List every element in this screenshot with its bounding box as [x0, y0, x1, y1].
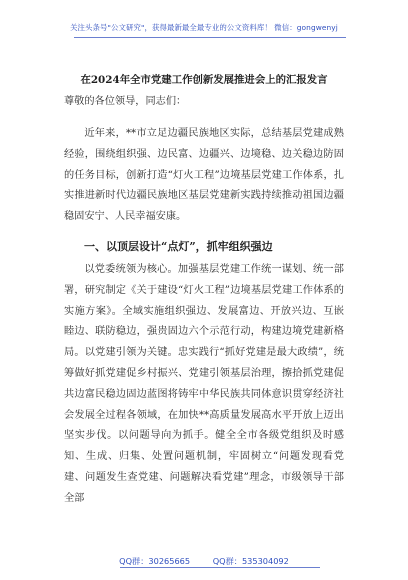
document-title: 在2024年全市党建工作创新发展推进会上的汇报发言: [80, 74, 328, 86]
footer-divider: [120, 567, 320, 568]
paragraph-intro: 近年来，**市立足边疆民族地区实际，总结基层党建成熟经验，围绕组织强、边民富、边疆兴、边境稳、边关稳边防固的任务目标，创新打造“灯火工程”边境基层党建工作体系，扎实推进新时代边疆民族地区基层党建新实践持续推动祖国边疆稳固安宁、人民幸福安康。: [64, 128, 344, 223]
header-divider: [74, 37, 346, 38]
salutation: 尊敬的各位领导，同志们：: [64, 96, 187, 107]
footer-qq-left: QQ群：30265665: [119, 556, 191, 566]
header-banner: 关注头条号"公文研究"，获得最新最全最专业的公文资料库！ 微信：gongwenyj: [70, 23, 338, 32]
footer-qq-right: QQ群：535304092: [212, 556, 289, 566]
paragraph-body: 以党委统领为核心。加强基层党建工作统一谋划、统一部署，研究制定《关于建设“灯火工程”边境基层党建工作体系的实施方案》。全域实施组织强边、发展富边、开放兴边、互嵌睦边、联防稳边，强贵固边六个示范行动，构建边境党建新格局。以党建引领为关键。忠实践行“抓好党建是最大政绩”，统筹做好抓党建促乡村振兴、党建引领基层治理，擦拾抓党建促共边富民稳边固边蓝图将铸牢中华民族共同体意识贯穿经济社会发展全过程各领域，在加快**高质量发展高水平开放上迈出坚实步伐。以问题导向为抓手。健全全市各级党组织及时感知、生成、归集、处置问题机制，牢固树立“问题发现看党建、问题发生查党建、问题解决看党建”理念，市级领导干部全部: [64, 264, 344, 504]
section-heading: 一、以顶层设计“点灯”，抓牢组织强边: [84, 240, 273, 253]
footer-contacts: [0, 556, 408, 567]
